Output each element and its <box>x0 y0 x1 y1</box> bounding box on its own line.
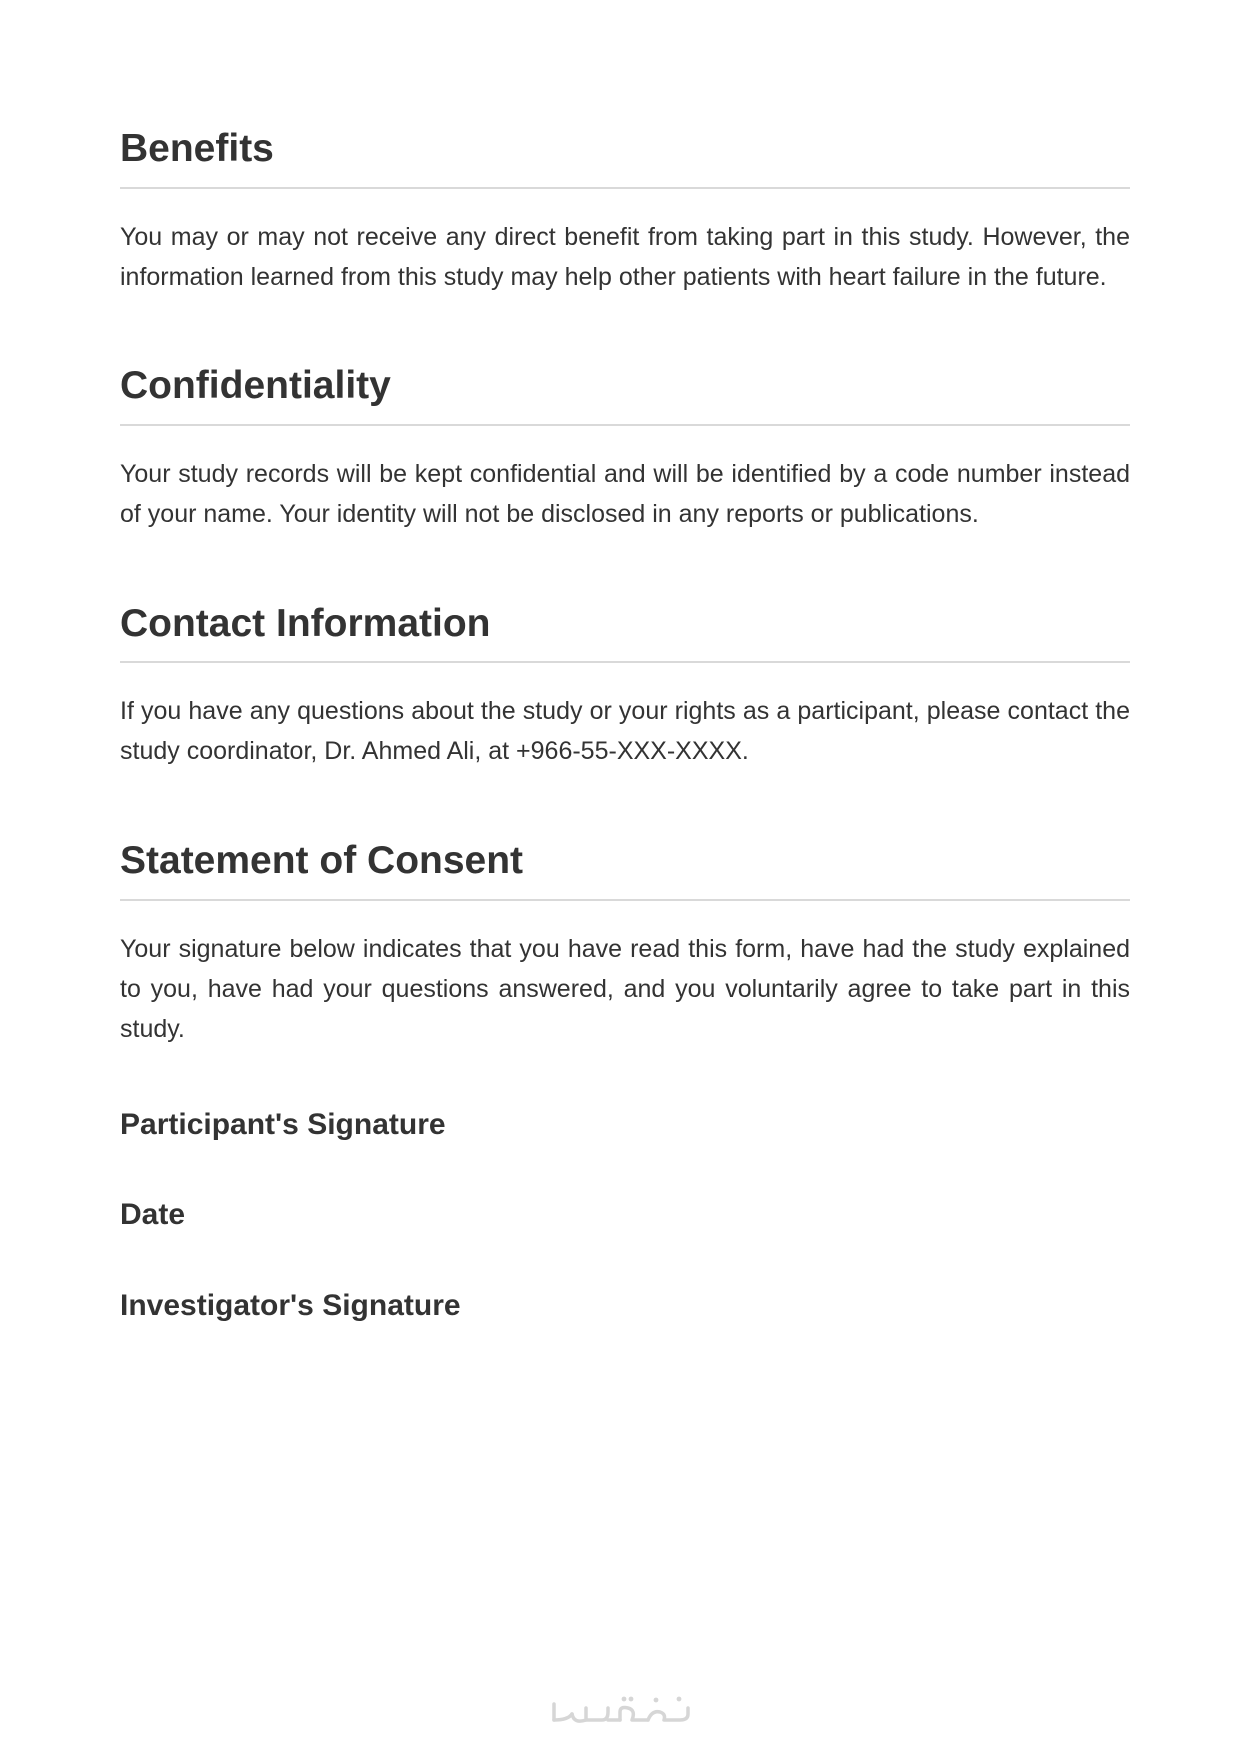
contact-text: If you have any questions about the study or your rights as a participant, please contact the study coordinator, Dr. Ahmed Ali, at +966-55-XXX-XXXX. <box>120 697 1130 766</box>
contact-section <box>120 601 1130 772</box>
benefits-text: You may or may not receive any direct benefit from taking part in this study. However, the information learned from this study may help other patients with heart failure in the future. <box>120 222 1130 291</box>
benefits-heading: Benefits <box>120 126 1130 189</box>
document-page <box>120 110 1130 1324</box>
watermark-logo <box>548 1690 698 1730</box>
confidentiality-heading: Confidentiality <box>120 363 1130 426</box>
benefits-section <box>120 126 1130 297</box>
investigator-signature-label: Investigator's Signature <box>120 1289 461 1323</box>
confidentiality-section <box>120 363 1130 534</box>
participant-signature-label: Participant's Signature <box>120 1108 446 1142</box>
confidentiality-text: Your study records will be kept confidential and will be identified by a code number instead of your name. Your identity will not be disclosed in any reports or publications. <box>120 459 1130 528</box>
consent-section <box>120 838 1130 1049</box>
consent-heading: Statement of Consent <box>120 838 1130 901</box>
consent-text: Your signature below indicates that you have read this form, have had the study explained to you, have had your questions answered, and you voluntarily agree to take part in this study. <box>120 935 1130 1044</box>
date-label: Date <box>120 1198 186 1232</box>
contact-heading: Contact Information <box>120 601 1130 664</box>
